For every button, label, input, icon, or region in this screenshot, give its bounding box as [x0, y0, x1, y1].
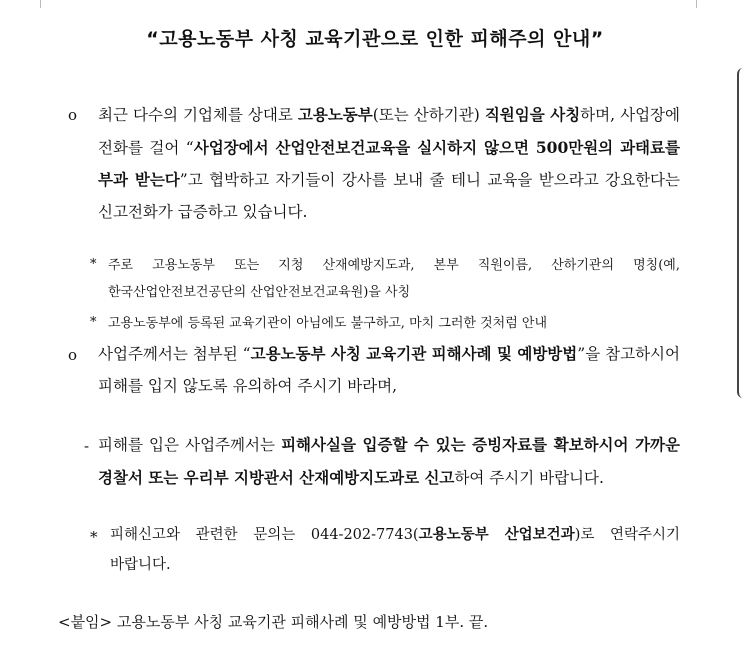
document-title: “고용노동부 사칭 교육기관으로 인한 피해주의 안내” — [146, 28, 604, 50]
note1-text: 주로 고용노동부 또는 지청 산재예방지도과, 본부 직원이름, 산하기관의 명칭(예, 한국산업안전보건공단의 산업안전보건교육원)을 사칭 — [108, 258, 680, 300]
note3-bullet: * — [90, 528, 98, 546]
section3-bullet: - — [84, 437, 90, 455]
section2-bullet: ο — [68, 346, 78, 364]
section1-bullet: ο — [68, 106, 78, 124]
page-margin-mark — [696, 0, 697, 8]
page-curl-edge — [737, 68, 745, 398]
page-margin-mark — [40, 0, 41, 8]
section2-paragraph: 사업주께서는 첨부된 “고용노동부 사칭 교육기관 피해사례 및 예방방법”을 참고하시어 피해를 입지 않도록 유의하여 주시기 바라며, — [98, 344, 680, 395]
note3-text: 피해신고와 관련한 문의는 044-202-7743(고용노동부 산업보건과)로 연락주시기 바랍니다. — [110, 526, 680, 573]
note2-bullet: * — [90, 315, 97, 330]
section1-paragraph: 최근 다수의 기업체를 상대로 고용노동부(또는 산하기관) 직원임을 사칭하며, 사업장에 전화를 걸어 “사업장에서 산업안전보건교육을 실시하지 않으면 500만원의 과태료를 부과 받는다”고 협박하고 자기들이 강사를 보내 줄 테니 교육을 받으라고 강요한다는 신고전화가 급증하고 있습니다. — [98, 105, 680, 221]
note1-bullet: * — [90, 257, 97, 272]
attachment-line: <붙임> 고용노동부 사칭 교육기관 피해사례 및 예방방법 1부. 끝. — [58, 613, 489, 631]
section3-paragraph: 피해를 입은 사업주께서는 피해사실을 입증할 수 있는 증빙자료를 확보하시어 가까운 경찰서 또는 우리부 지방관서 산재예방지도과로 신고하여 주시기 바랍니다. — [98, 435, 680, 487]
note2-text: 고용노동부에 등록된 교육기관이 아님에도 불구하고, 마치 그러한 것처럼 안내 — [108, 316, 548, 331]
